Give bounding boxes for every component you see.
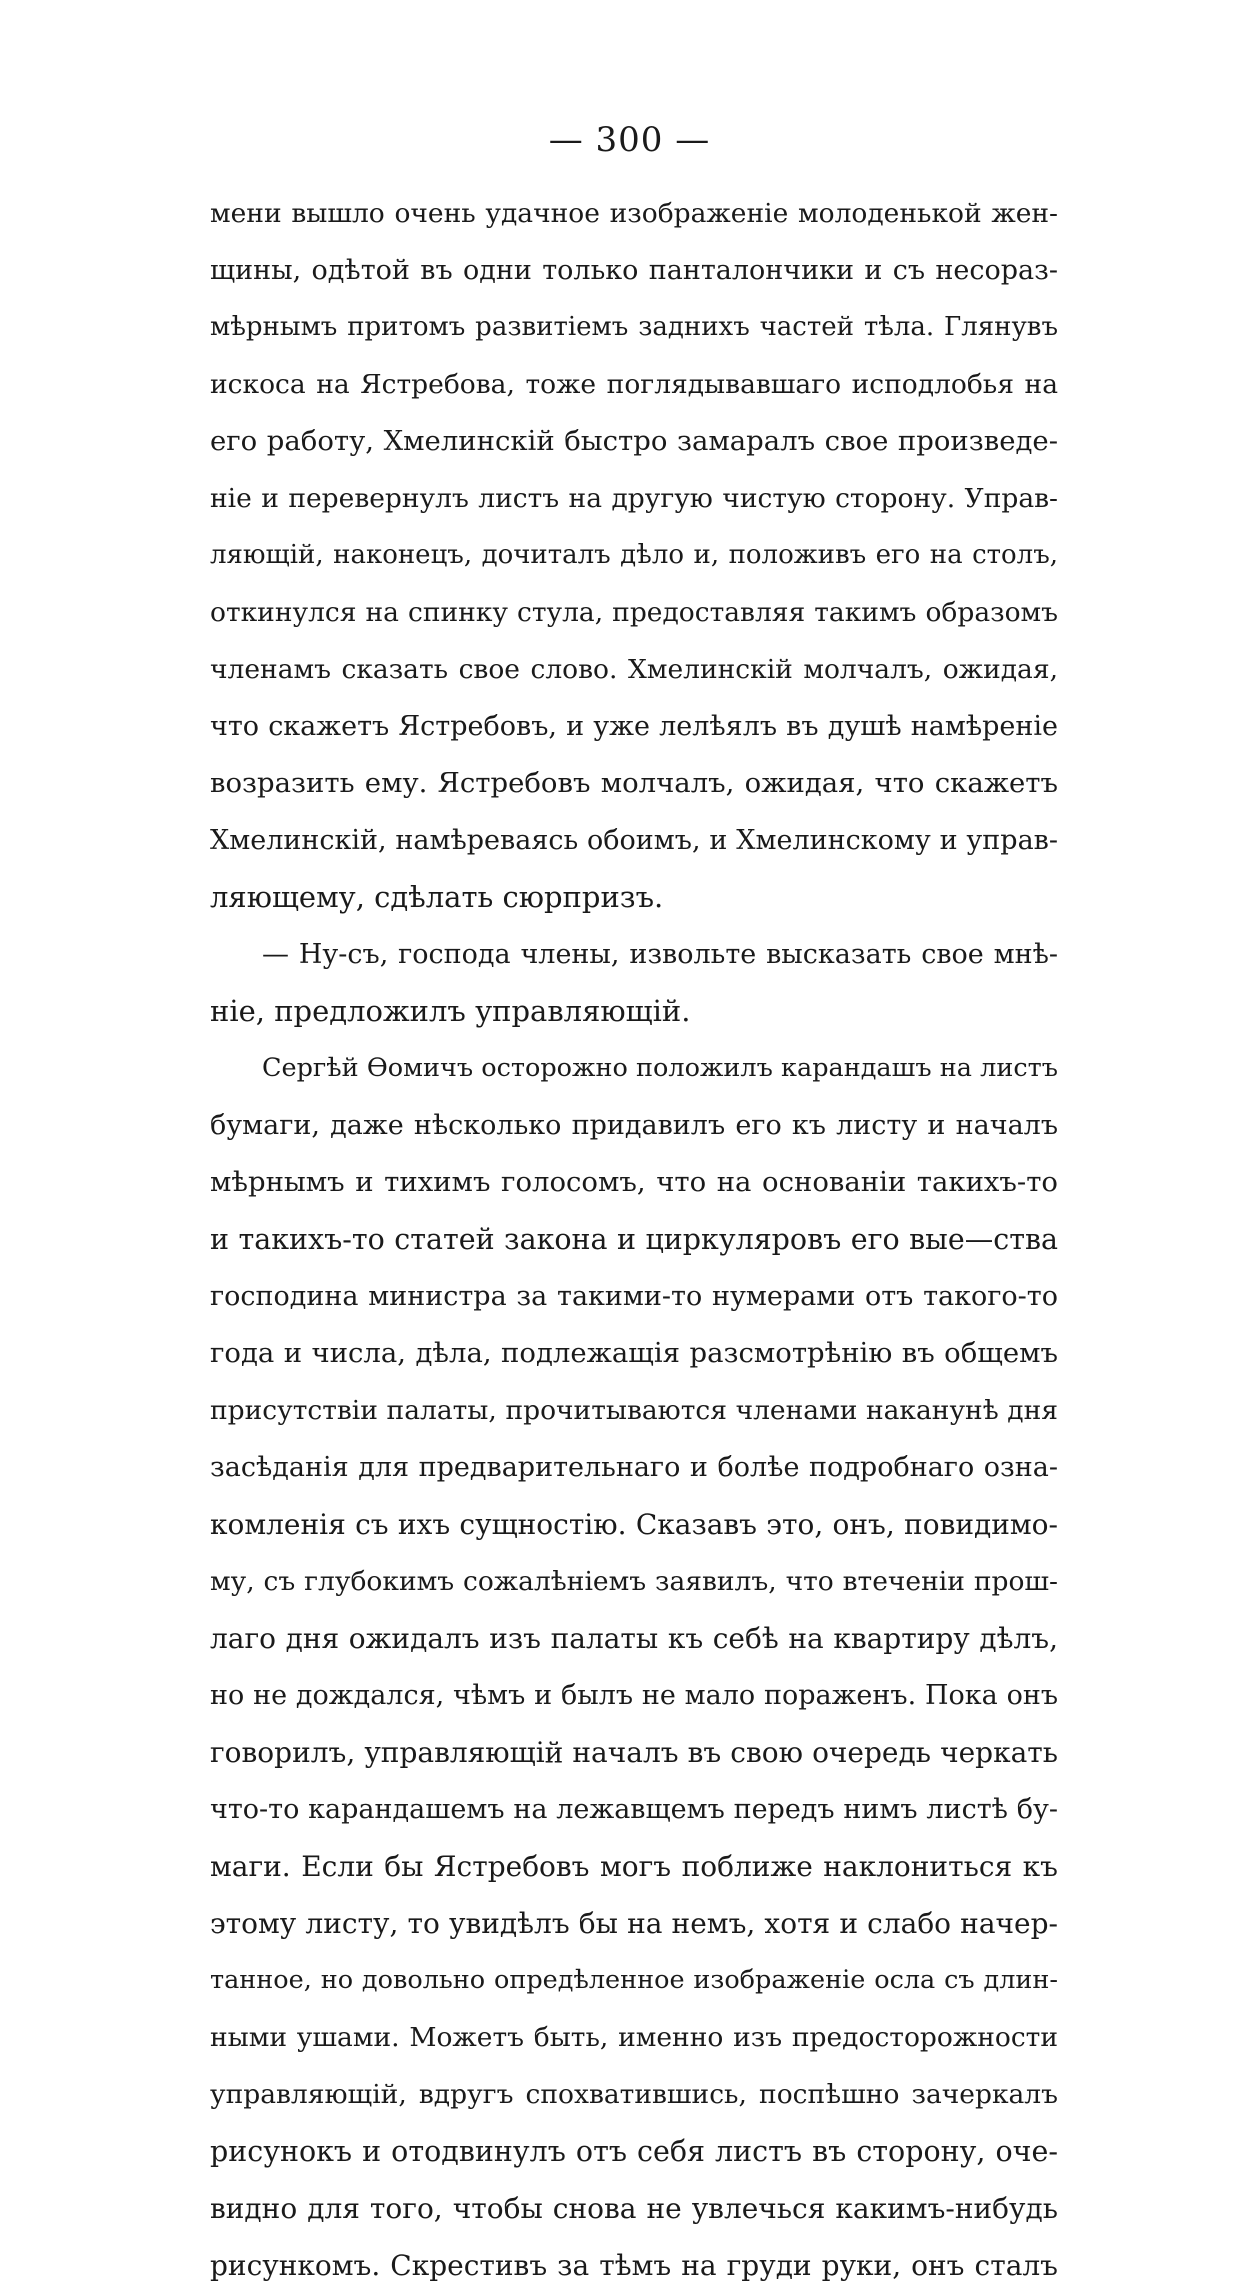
text-line: — Ну-съ, господа члены, извольте высказать свое мнѣ- bbox=[262, 939, 1058, 970]
body-text bbox=[210, 185, 1058, 2294]
text-line: Сергѣй Ѳомичъ осторожно положилъ карандашъ на листъ bbox=[262, 1053, 1058, 1083]
text-line: рисунокъ и отодвинулъ отъ себя листъ въ сторону, оче- bbox=[210, 2135, 1058, 2168]
text-line: засѣданія для предварительнаго и болѣе подробнаго озна- bbox=[210, 1452, 1058, 1483]
text-line: му, съ глубокимъ сожалѣніемъ заявилъ, что втеченіи прош- bbox=[210, 1566, 1058, 1597]
text-line: лаго дня ожидалъ изъ палаты къ себѣ на квартиру дѣлъ, bbox=[210, 1622, 1058, 1655]
text-line: танное, но довольно опредѣленное изображеніе осла съ длин- bbox=[210, 1965, 1058, 1995]
text-line: возразить ему. Ястребовъ молчалъ, ожидая, что скажетъ bbox=[210, 767, 1058, 799]
text-line: Хмелинскій, намѣреваясь обоимъ, и Хмелинскому и управ- bbox=[210, 825, 1058, 856]
text-line: комленія съ ихъ сущностію. Сказавъ это, онъ, повидимо- bbox=[210, 1508, 1058, 1541]
text-line: мѣрнымъ притомъ развитіемъ заднихъ частей тѣла. Глянувъ bbox=[210, 312, 1058, 342]
text-line: его работу, Хмелинскій быстро замаралъ свое произведе- bbox=[210, 425, 1058, 457]
text-line: и такихъ-то статей закона и циркуляровъ его вые—ства bbox=[210, 1223, 1058, 1256]
text-line: бумаги, даже нѣсколько придавилъ его къ листу и началъ bbox=[210, 1110, 1058, 1141]
text-line: этому листу, то увидѣлъ бы на немъ, хотя и слабо начер- bbox=[210, 1907, 1058, 1940]
page-number: — 300 — bbox=[548, 120, 711, 160]
text-line: ляющему, сдѣлать сюрпризъ. bbox=[210, 880, 664, 914]
text-line: господина министра за такими-то нумерами отъ такого-то bbox=[210, 1281, 1058, 1312]
text-line: ніе, предложилъ управляющій. bbox=[210, 994, 691, 1028]
text-line: искоса на Ястребова, тоже поглядывавшаго исподлобья на bbox=[210, 369, 1058, 400]
text-line: видно для того, чтобы снова не увлечься какимъ-нибудь bbox=[210, 2192, 1058, 2225]
text-line: что-то карандашемъ на лежавщемъ передъ нимъ листѣ бу- bbox=[210, 1794, 1058, 1825]
text-line: ляющій, наконецъ, дочиталъ дѣло и, положивъ его на столъ, bbox=[210, 540, 1058, 570]
text-line: присутствіи палаты, прочитываются членами наканунѣ дня bbox=[210, 1395, 1058, 1426]
text-line: ніе и перевернулъ листъ на другую чистую сторону. Управ- bbox=[210, 483, 1058, 514]
text-line: откинулся на спинку стула, предоставляя такимъ образомъ bbox=[210, 597, 1058, 628]
text-line: маги. Если бы Ястребовъ могъ поближе наклониться къ bbox=[210, 1850, 1058, 1883]
text-line: членамъ сказать свое слово. Хмелинскій молчалъ, ожидая, bbox=[210, 654, 1058, 685]
text-line: но не дождался, чѣмъ и былъ не мало пораженъ. Пока онъ bbox=[210, 1680, 1058, 1711]
text-line: мени вышло очень удачное изображеніе молоденькой жен- bbox=[210, 198, 1058, 229]
text-line: что скажетъ Ястребовъ, и уже лелѣялъ въ душѣ намѣреніе bbox=[210, 711, 1058, 742]
text-line: ными ушами. Можетъ быть, именно изъ предосторожности bbox=[210, 2022, 1058, 2053]
text-line: года и числа, дѣла, подлежащія разсмотрѣнію въ общемъ bbox=[210, 1337, 1058, 1369]
text-line: мѣрнымъ и тихимъ голосомъ, что на основаніи такихъ-то bbox=[210, 1166, 1058, 1198]
text-line: говорилъ, управляющій началъ въ свою очередь черкать bbox=[210, 1736, 1058, 1769]
text-line: рисункомъ. Скрестивъ за тѣмъ на груди руки, онъ сталъ bbox=[210, 2249, 1058, 2282]
text-line: щины, одѣтой въ одни только панталончики и съ несораз- bbox=[210, 255, 1058, 286]
text-line: управляющій, вдругъ спохватившись, поспѣшно зачеркалъ bbox=[210, 2079, 1058, 2110]
